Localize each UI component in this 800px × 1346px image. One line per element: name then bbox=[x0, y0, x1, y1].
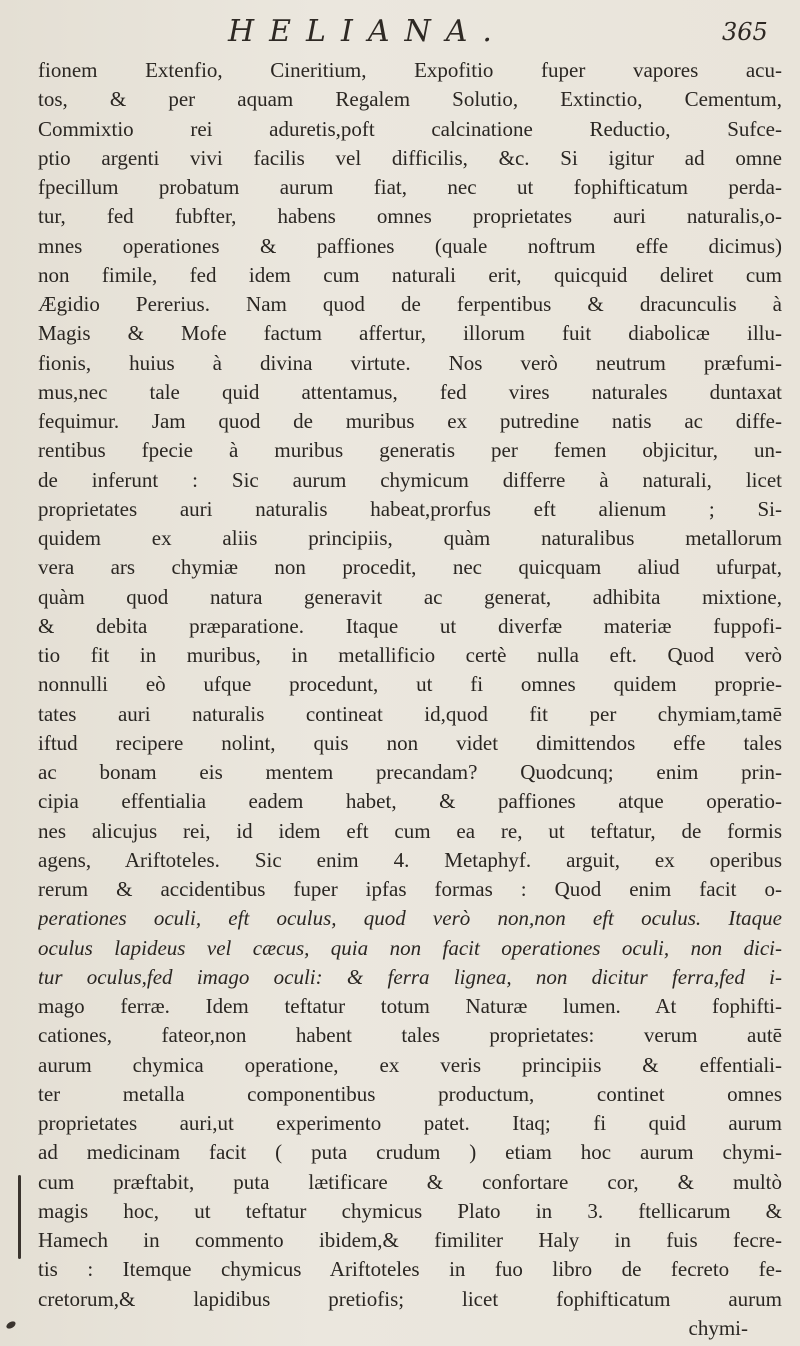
text-line: ter metalla componentibus productum, continet omnes bbox=[38, 1081, 782, 1106]
page-header bbox=[0, 14, 800, 54]
text-line: ptio argenti vivi facilis vel difficilis, &c. Si igitur ad omne bbox=[38, 145, 782, 170]
text-line: fionem Extenfio, Cineritium, Expofitio fuper vapores acu- bbox=[38, 58, 782, 82]
text-line: non fimile, fed idem cum naturali erit, quicquid deliret cum bbox=[38, 262, 782, 287]
text-line: Commixtio rei aduretis,poft calcinatione Reductio, Sufce- bbox=[38, 116, 782, 141]
text-line: vera ars chymiæ non procedit, nec quicquam aliud ufurpat, bbox=[38, 555, 782, 580]
text-line: mnes operationes & paffiones (quale noftrum effe dicimus) bbox=[38, 233, 782, 258]
text-line: iftud recipere nolint, quis non videt dimittendos effe tales bbox=[38, 730, 782, 755]
text-line: rentibus fpecie à muribus generatis per femen objicitur, un- bbox=[38, 438, 782, 463]
text-line: tos, & per aquam Regalem Solutio, Extinctio, Cementum, bbox=[38, 87, 782, 112]
text-line: proprietates auri,ut experimento patet. Itaq; fi quid aurum bbox=[38, 1111, 782, 1135]
text-line: Magis & Mofe factum affertur, illorum fuit diabolicæ illu- bbox=[38, 321, 782, 346]
text-line: oculus lapideus vel cæcus, quia non facit operationes oculi, non dici- bbox=[38, 935, 782, 960]
text-line: mus,nec tale quid attentamus, fed vires naturales duntaxat bbox=[38, 379, 782, 404]
text-line: nes alicujus rei, id idem eft cum ea re, ut teftatur, de formis bbox=[38, 818, 782, 843]
text-line: magis hoc, ut teftatur chymicus Plato in 3. ftellicarum & bbox=[38, 1198, 782, 1223]
text-line: cretorum,& lapidibus pretiofis; licet fophifticatum aurum bbox=[38, 1286, 782, 1311]
text-line: tis : Itemque chymicus Ariftoteles in fuo libro de fecreto fe- bbox=[38, 1257, 782, 1282]
text-line: tates auri naturalis contineat id,quod fit per chymiam,tamē bbox=[38, 701, 782, 726]
text-line: & debita præparatione. Itaque ut diverfæ materiæ fuppofi- bbox=[38, 613, 782, 638]
text-line: cipia effentialia eadem habet, & paffiones atque operatio- bbox=[38, 789, 782, 814]
body-text bbox=[38, 56, 782, 1343]
text-line: quàm quod natura generavit ac generat, adhibita mixtione, bbox=[38, 584, 782, 609]
text-line: tur, fed fubfter, habens omnes proprietates auri naturalis,o- bbox=[38, 204, 782, 229]
text-line: tio fit in muribus, in metallificio certè nulla eft. Quod verò bbox=[38, 643, 782, 667]
text-line: mago ferræ. Idem teftatur totum Naturæ lumen. At fophifti- bbox=[38, 994, 782, 1018]
text-line: cum præftabit, puta lætificare & confortare cor, & multò bbox=[38, 1169, 782, 1194]
text-line: aurum chymica operatione, ex veris principiis & effentiali- bbox=[38, 1052, 782, 1077]
margin-bracket-mark bbox=[18, 1175, 21, 1259]
text-line: ac bonam eis mentem precandam? Quodcunq; enim prin- bbox=[38, 760, 782, 784]
text-line: Hamech in commento ibidem,& fimiliter Haly in fuis fecre- bbox=[38, 1228, 782, 1252]
text-line: fionis, huius à divina virtute. Nos verò neutrum præfumi- bbox=[38, 350, 782, 375]
text-line: quidem ex aliis principiis, quàm naturalibus metallorum bbox=[38, 526, 782, 550]
text-line: ad medicinam facit ( puta crudum ) etiam hoc aurum chymi- bbox=[38, 1140, 782, 1165]
text-line: agens, Ariftoteles. Sic enim 4. Metaphyf. arguit, ex operibus bbox=[38, 847, 782, 872]
text-line: fpecillum probatum aurum fiat, nec ut fophifticatum perda- bbox=[38, 175, 782, 199]
text-line: de inferunt : Sic aurum chymicum differre à naturali, licet bbox=[38, 467, 782, 492]
text-line: perationes oculi, eft oculus, quod verò non,non eft oculus. Itaque bbox=[38, 906, 782, 931]
text-line: tur oculus,fed imago oculi: & ferra lignea, non dicitur ferra,fed i- bbox=[38, 964, 782, 989]
text-line: proprietates auri naturalis habeat,prorfus eft alienum ; Si- bbox=[38, 496, 782, 521]
text-line: chymi- bbox=[688, 1315, 748, 1340]
ink-speck bbox=[5, 1320, 17, 1330]
text-line: rerum & accidentibus fuper ipfas formas : Quod enim facit o- bbox=[38, 877, 782, 901]
text-line: Ægidio Pererius. Nam quod de ferpentibus & dracunculis à bbox=[38, 292, 782, 316]
text-line: nonnulli eò ufque procedunt, ut fi omnes quidem proprie- bbox=[38, 672, 782, 697]
page-number: 365 bbox=[722, 18, 768, 46]
running-title: HELIANA. bbox=[228, 14, 507, 49]
text-line: fequimur. Jam quod de muribus ex putredine natis ac diffe- bbox=[38, 409, 782, 433]
text-line: cationes, fateor,non habent tales proprietates: verum autē bbox=[38, 1023, 782, 1048]
